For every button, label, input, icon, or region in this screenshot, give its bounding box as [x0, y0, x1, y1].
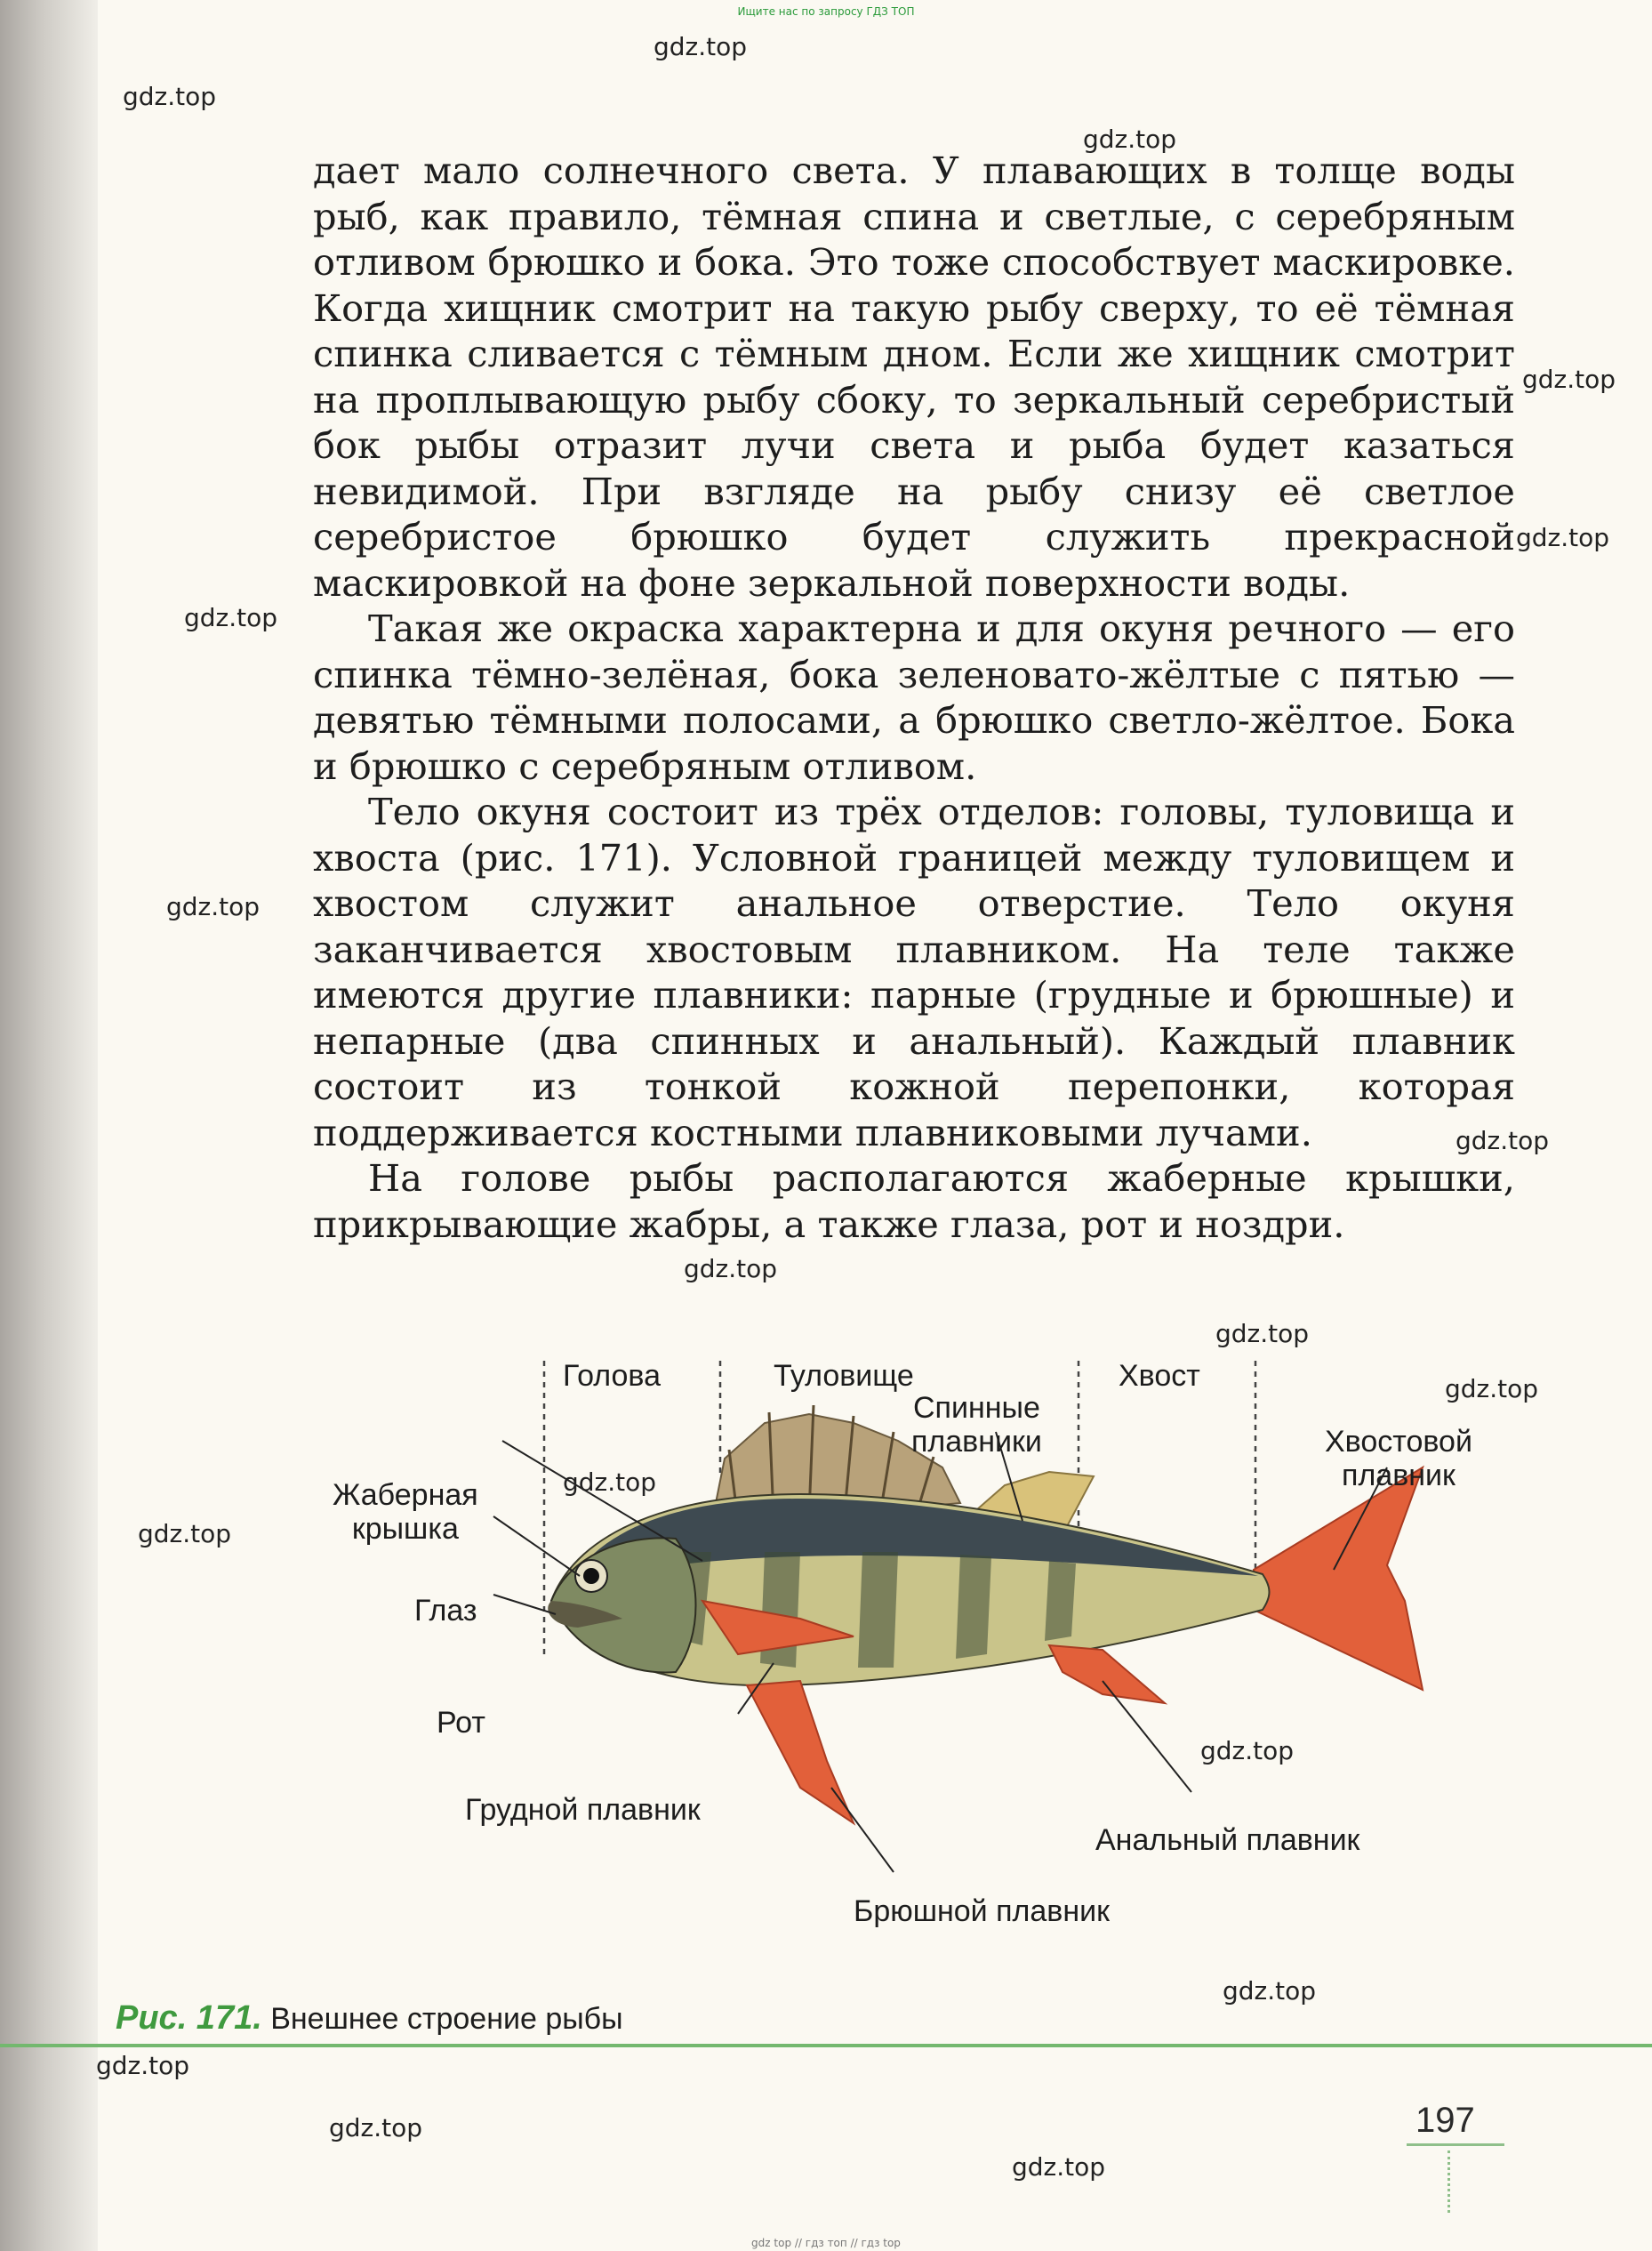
- top-banner: Ищите нас по запросу ГДЗ ТОП: [737, 5, 915, 18]
- label-anal-fin: Анальный плавник: [1095, 1823, 1360, 1857]
- watermark: gdz.top: [1456, 1126, 1550, 1155]
- label-pelvic-fin: Брюшной плавник: [854, 1894, 1110, 1928]
- watermark: gdz.top: [1223, 1976, 1317, 2006]
- label-gill-cover: Жаберная крышка: [333, 1478, 478, 1546]
- anal-fin-shape: [1049, 1645, 1165, 1703]
- bottom-banner: gdz top // гдз топ // гдз top: [751, 2237, 901, 2249]
- label-dorsal-fins: Спинные плавники: [911, 1391, 1042, 1459]
- watermark: gdz.top: [166, 892, 261, 921]
- label-tail: Хвост: [1119, 1359, 1200, 1393]
- paragraph: Такая же окраска характерна и для окуня речного — его спинка тёмно-зелёная, бока зеленовато-жёлтые с пятью — девятью тёмными полосами, а брюшко светло-жёлтое. Бока и брюшко с серебряным отливом.: [313, 607, 1515, 788]
- pelvic-fin-shape: [747, 1681, 854, 1823]
- main-text: [313, 148, 1515, 1247]
- paragraph: дает мало солнечного света. У плавающих в толще воды рыб, как правило, тёмная спина и светлые, с серебряным отливом брюшко и бока. Это тоже способствует маскировке. Когда хищник смотрит на такую рыбу сверху, то её тёмная спинка сливается с тёмным дном. Если же хищник смотрит на проплывающую рыбу сбоку, то зеркальный серебристый бок рыбы отразит лучи света и рыба будет казаться невидимой. При взгляде на рыбу снизу её светлое серебристое брюшко будет служить прекрасной маскировкой на фоне зеркальной поверхности воды.: [313, 149, 1515, 605]
- watermark: gdz.top: [563, 1467, 657, 1497]
- page-number-dots: [1448, 2151, 1450, 2213]
- figure-caption-text: Внешнее строение рыбы: [270, 2002, 623, 2036]
- watermark: gdz.top: [329, 2113, 423, 2142]
- watermark: gdz.top: [1516, 523, 1610, 552]
- watermark: gdz.top: [654, 32, 748, 61]
- page-number: 197: [1415, 2101, 1475, 2140]
- watermark: gdz.top: [1012, 2152, 1106, 2182]
- label-eye: Глаз: [414, 1594, 477, 1628]
- label-pectoral-fin: Грудной плавник: [465, 1793, 701, 1827]
- watermark: gdz.top: [684, 1254, 778, 1283]
- watermark: gdz.top: [138, 1519, 232, 1548]
- watermark: gdz.top: [1445, 1374, 1539, 1403]
- page-number-rule: [1407, 2143, 1504, 2146]
- fish-figure: [0, 1343, 1652, 2054]
- watermark: gdz.top: [184, 603, 278, 632]
- watermark: gdz.top: [1522, 365, 1616, 394]
- caudal-fin-shape: [1254, 1467, 1423, 1690]
- watermark: gdz.top: [1083, 125, 1177, 154]
- green-rule: [0, 2044, 1652, 2047]
- label-trunk: Туловище: [774, 1359, 914, 1393]
- figure-number: Рис. 171.: [116, 1999, 262, 2037]
- watermark: gdz.top: [123, 82, 217, 111]
- figure-caption: [116, 1999, 623, 2038]
- label-head: Голова: [563, 1359, 662, 1393]
- watermark: gdz.top: [96, 2051, 190, 2080]
- label-mouth: Рот: [437, 1706, 485, 1740]
- paragraph: На голове рыбы располагаются жаберные крышки, прикрывающие жабры, а также глаза, рот и ноздри.: [313, 1156, 1515, 1246]
- watermark: gdz.top: [1215, 1319, 1310, 1348]
- label-caudal-fin: Хвостовой плавник: [1325, 1425, 1472, 1492]
- paragraph: Тело окуня состоит из трёх отделов: головы, туловища и хвоста (рис. 171). Условной границей между туловищем и хвостом служит анальное отверстие. Тело окуня заканчивается хвостовым плавником. На теле также имеются другие плавники: парные (грудные и брюшные) и непарные (два спинных и анальный). Каждый плавник состоит из тонкой кожной перепонки, которая поддерживается костными плавниковыми лучами.: [313, 790, 1515, 1154]
- watermark: gdz.top: [1200, 1736, 1295, 1765]
